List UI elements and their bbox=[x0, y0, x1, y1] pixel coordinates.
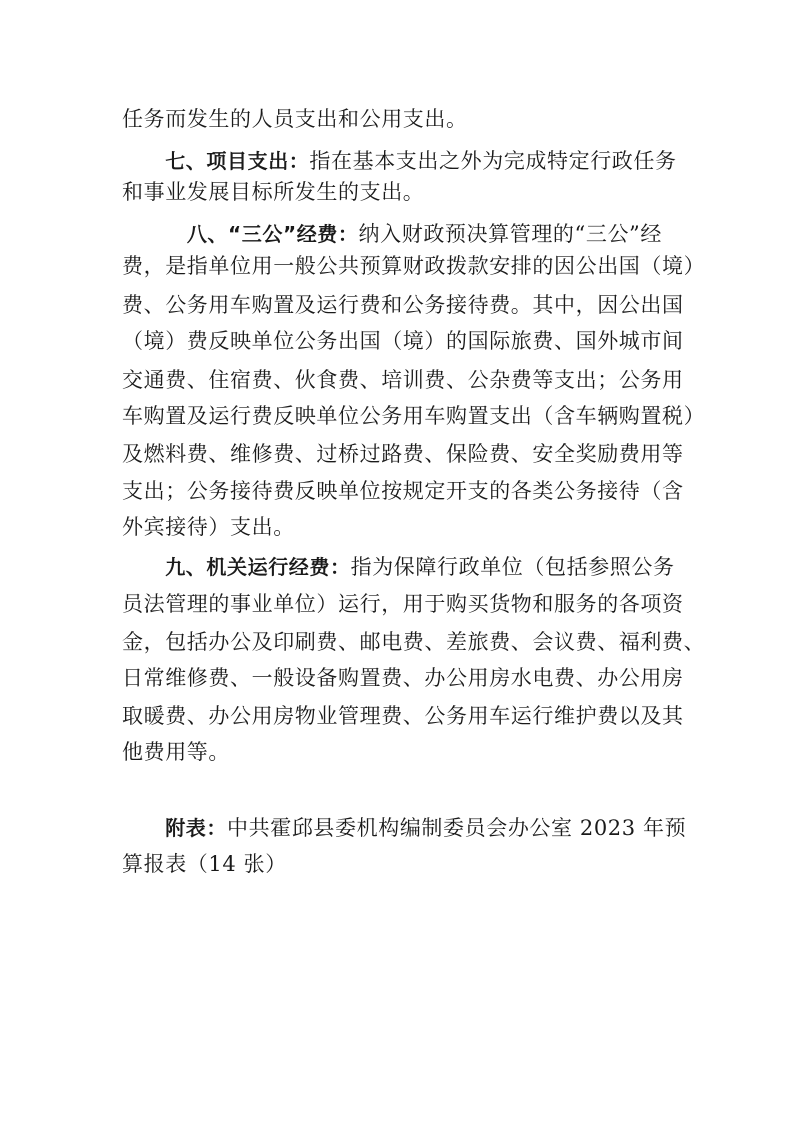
text-line: 车购置及运行费反映单位公务用车购置支出（含车辆购置税） bbox=[122, 404, 706, 428]
text-line: 附表：中共霍邱县委机构编制委员会办公室 2023 年预 bbox=[165, 816, 687, 840]
text-line: 他费用等。 bbox=[122, 740, 230, 764]
text-line: 算报表（14 张） bbox=[122, 852, 287, 876]
text-line: 七、项目支出：指在基本支出之外为完成特定行政任务 bbox=[165, 149, 677, 173]
text-line: 交通费、住宿费、伙食费、培训费、公杂费等支出；公务用 bbox=[122, 368, 684, 392]
text-line: 九、机关运行经费：指为保障行政单位（包括参照公务 bbox=[165, 555, 675, 579]
text-line: 和事业发展目标所发生的支出。 bbox=[122, 180, 425, 204]
text-line: 日常维修费、一般设备购置费、办公用房水电费、办公用房 bbox=[122, 666, 684, 690]
section-heading: 九、机关运行经费： bbox=[165, 555, 351, 579]
text-line: 取暖费、办公用房物业管理费、公务用车运行维护费以及其 bbox=[122, 704, 684, 728]
text-line: 金，包括办公及印刷费、邮电费、差旅费、会议费、福利费、 bbox=[122, 630, 706, 654]
text-line: 费、公务用车购置及运行费和公务接待费。其中，因公出国 bbox=[122, 293, 684, 317]
section-heading: 附表： bbox=[165, 816, 228, 840]
section-heading: 七、项目支出： bbox=[165, 149, 310, 173]
text-line: 及燃料费、维修费、过桥过路费、保险费、安全奖励费用等 bbox=[122, 442, 684, 466]
text-line: 任务而发生的人员支出和公用支出。 bbox=[122, 107, 468, 131]
text-line: 外宾接待）支出。 bbox=[122, 515, 295, 539]
text-line: 员法管理的事业单位）运行，用于购买货物和服务的各项资 bbox=[122, 592, 684, 616]
section-heading: 八、“三公”经费： bbox=[186, 222, 359, 246]
text-line: （境）费反映单位公务出国（境）的国际旅费、国外城市间 bbox=[122, 329, 684, 353]
text-line: 费，是指单位用一般公共预算财政拨款安排的因公出国（境） bbox=[122, 254, 706, 278]
text-line: 支出；公务接待费反映单位按规定开支的各类公务接待（含 bbox=[122, 479, 684, 503]
text-line: 八、“三公”经费：纳入财政预决算管理的“三公”经 bbox=[186, 222, 662, 246]
